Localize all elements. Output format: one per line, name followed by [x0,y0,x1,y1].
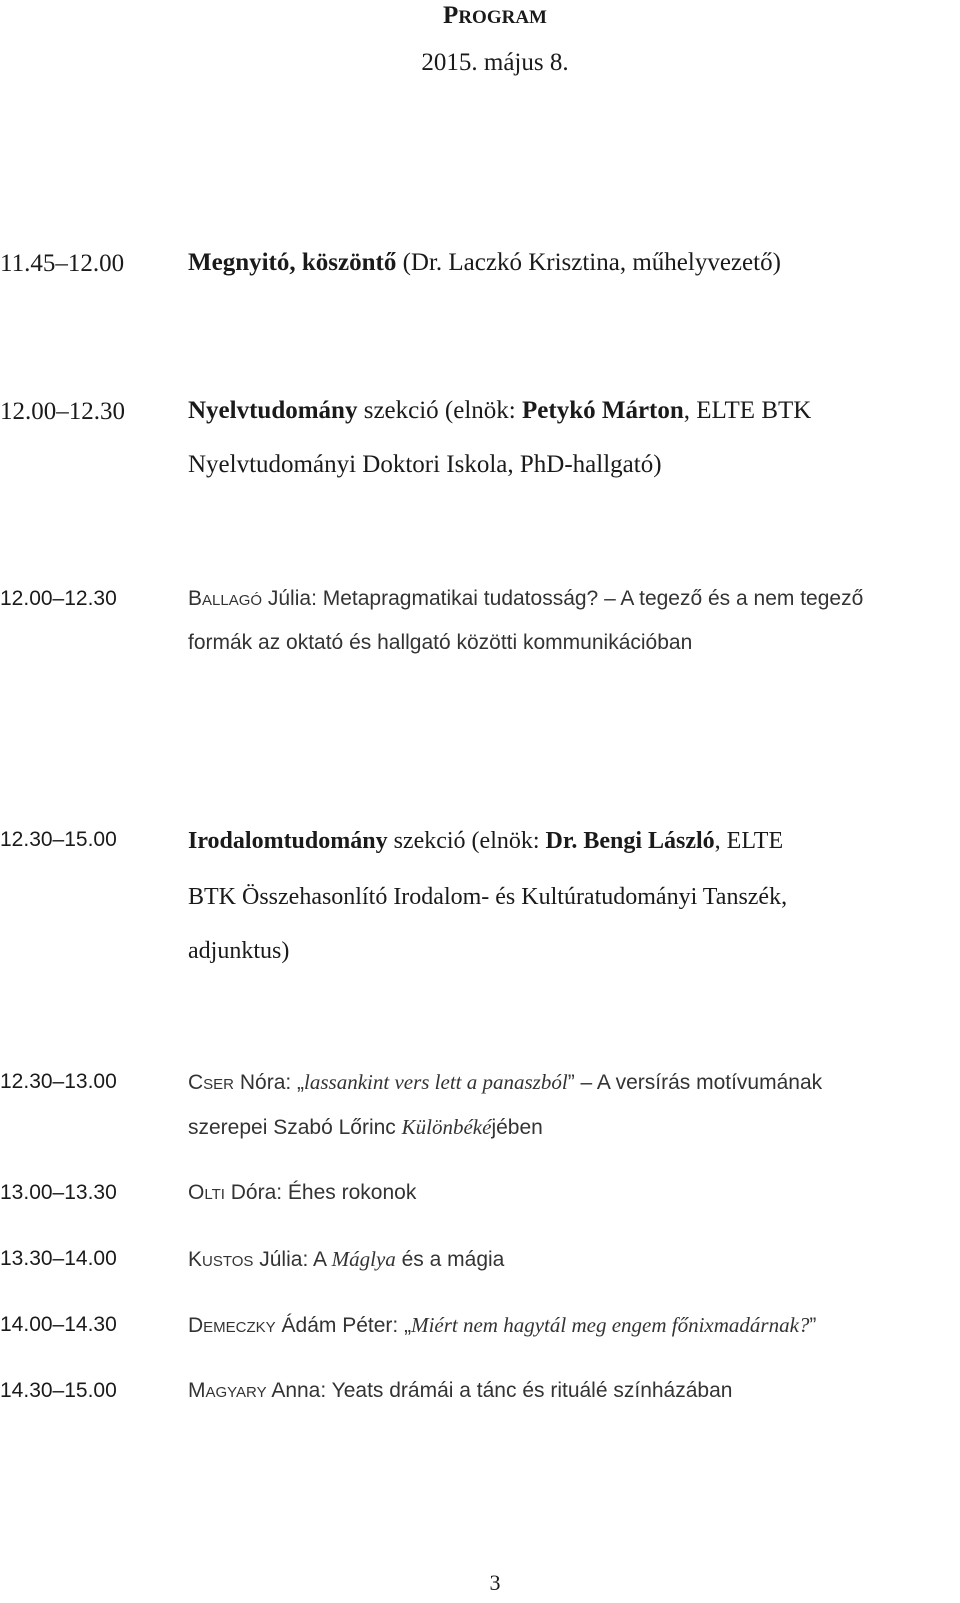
entry-time: 13.30–14.00 [0,1247,117,1270]
entry-description: Kustos Júlia: A Máglya és a mágia [188,1247,505,1271]
entry-description: Megnyitó, köszöntő (Dr. Laczkó Krisztina, műhelyvezető) [188,249,781,276]
entry-description: Cser Nóra: „lassankint vers lett a panaszból” – A versírás motívumának [188,1070,823,1094]
page-title: PROGRAM [443,2,547,29]
program-date: 2015. május 8. [421,49,569,76]
entry-time: 12.00–12.30 [0,587,117,610]
entry-description-line2: Nyelvtudományi Doktori Iskola, PhD-hallgató) [188,451,662,478]
entry-description-line2: formák az oktató és hallgató közötti kommunikációban [188,631,693,654]
entry-description-line2: szerepei Szabó Lőrinc Különbékéjében [188,1115,543,1139]
entry-description: Nyelvtudomány szekció (elnök: Petykó Márton, ELTE BTK [188,397,812,424]
entry-description-line2: BTK Összehasonlító Irodalom- és Kultúratudományi Tanszék, [188,884,788,910]
entry-description: Ballagó Júlia: Metapragmatikai tudatosság? – A tegező és a nem tegező [188,587,864,610]
page-number: 3 [489,1570,501,1595]
entry-description: Magyary Anna: Yeats drámái a tánc és rituálé színházában [188,1379,733,1402]
entry-time: 13.00–13.30 [0,1181,117,1204]
entry-time: 11.45–12.00 [0,250,125,277]
entry-description: Demeczky Ádám Péter: „Miért nem hagytál meg engem főnixmadárnak?” [188,1313,817,1337]
entry-description: Irodalomtudomány szekció (elnök: Dr. Bengi László, ELTE [188,828,784,854]
entry-time: 12.00–12.30 [0,398,125,425]
entry-description-line3: adjunktus) [188,938,290,964]
entry-time: 14.30–15.00 [0,1379,117,1402]
entry-description: Olti Dóra: Éhes rokonok [188,1181,417,1204]
entry-time: 12.30–15.00 [0,828,117,851]
entry-time: 14.00–14.30 [0,1313,117,1336]
entry-time: 12.30–13.00 [0,1070,117,1093]
